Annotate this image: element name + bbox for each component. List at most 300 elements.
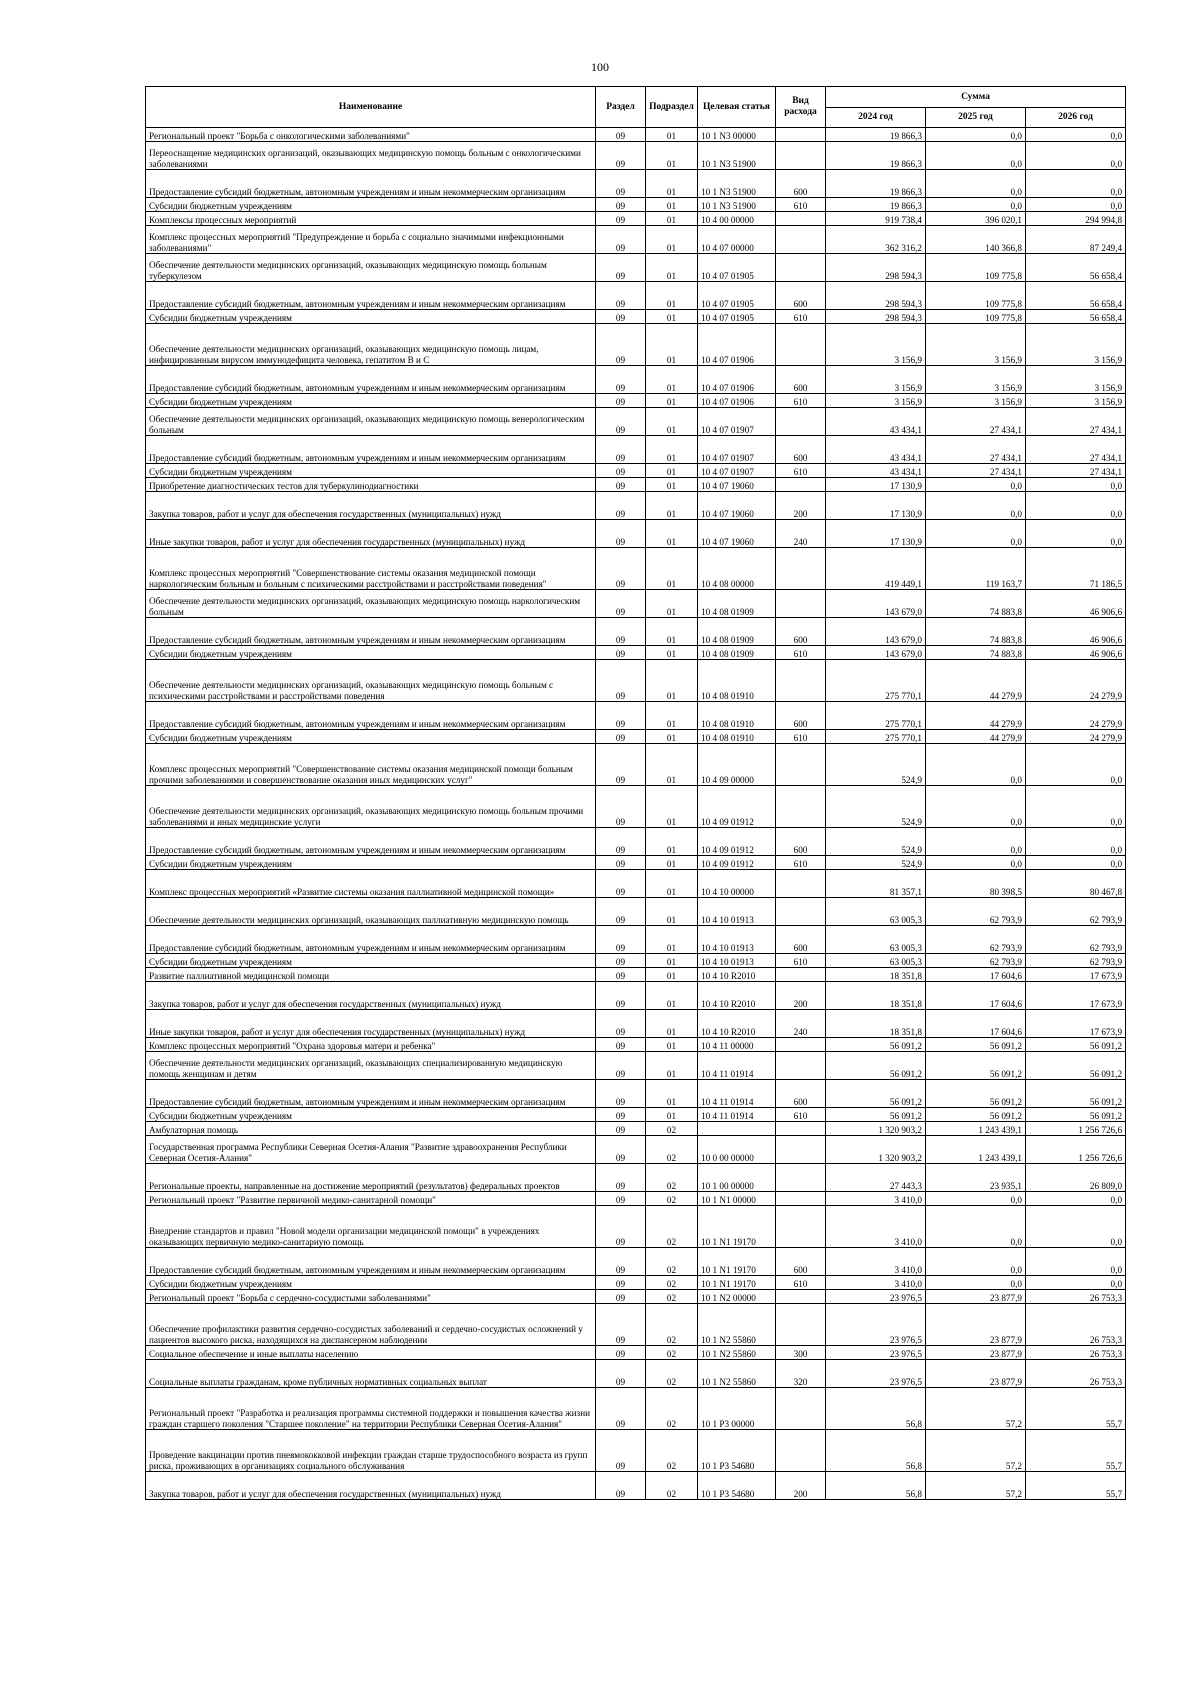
row-name: Обеспечение деятельности медицинских организаций, оказывающих медицинскую помощь лицам, инфицированным вирусом иммунодефицита человека, гепатитом В и С <box>146 324 596 366</box>
row-name: Комплекс процессных мероприятий "Совершенствование системы оказания медицинской помощи больным прочими заболеваниями и совершенствование оказания иных медицинских услуг" <box>146 744 596 786</box>
row-section: 09 <box>596 898 646 926</box>
row-target-article: 10 1 N1 19170 <box>698 1248 776 1276</box>
table-row <box>146 1276 1126 1290</box>
row-expense-type: 610 <box>776 646 826 660</box>
row-subsection: 01 <box>646 702 698 730</box>
row-sum-2026: 56 658,4 <box>1026 254 1126 282</box>
row-expense-type <box>776 548 826 590</box>
row-name: Предоставление субсидий бюджетным, автономным учреждениям и иным некоммерческим организациям <box>146 170 596 198</box>
row-target-article: 10 4 09 01912 <box>698 828 776 856</box>
row-sum-2025: 0,0 <box>926 856 1026 870</box>
row-sum-2025: 80 398,5 <box>926 870 1026 898</box>
row-name: Предоставление субсидий бюджетным, автономным учреждениям и иным некоммерческим организациям <box>146 436 596 464</box>
row-subsection: 01 <box>646 1052 698 1080</box>
row-sum-2026: 17 673,9 <box>1026 968 1126 982</box>
row-subsection: 01 <box>646 870 698 898</box>
row-target-article: 10 4 08 01909 <box>698 590 776 618</box>
row-sum-2025: 0,0 <box>926 1248 1026 1276</box>
row-sum-2024: 143 679,0 <box>826 618 926 646</box>
row-sum-2025: 23 877,9 <box>926 1360 1026 1388</box>
row-sum-2024: 56 091,2 <box>826 1038 926 1052</box>
row-sum-2024: 56 091,2 <box>826 1052 926 1080</box>
row-expense-type: 610 <box>776 394 826 408</box>
row-section: 09 <box>596 478 646 492</box>
row-target-article: 10 1 N2 55860 <box>698 1304 776 1346</box>
row-expense-type <box>776 226 826 254</box>
row-expense-type <box>776 1430 826 1472</box>
table-row <box>146 646 1126 660</box>
table-row <box>146 660 1126 702</box>
row-name: Комплексы процессных мероприятий <box>146 212 596 226</box>
table-row <box>146 898 1126 926</box>
table-row <box>146 1164 1126 1192</box>
row-name: Комплекс процессных мероприятий "Совершенствование системы оказания медицинской помощи наркологическим больным и больным с психическими расстройствами и расстройствами поведения" <box>146 548 596 590</box>
row-subsection: 01 <box>646 590 698 618</box>
row-expense-type: 610 <box>776 1276 826 1290</box>
row-name: Социальное обеспечение и иные выплаты населению <box>146 1346 596 1360</box>
row-subsection: 02 <box>646 1304 698 1346</box>
row-target-article: 10 4 00 00000 <box>698 212 776 226</box>
row-subsection: 01 <box>646 646 698 660</box>
row-subsection: 01 <box>646 954 698 968</box>
row-name: Субсидии бюджетным учреждениям <box>146 856 596 870</box>
row-name: Предоставление субсидий бюджетным, автономным учреждениям и иным некоммерческим организациям <box>146 1080 596 1108</box>
row-name: Государственная программа Республики Северная Осетия-Алания "Развитие здравоохранения Республики Северная Осетия-Алания" <box>146 1136 596 1164</box>
table-row <box>146 1038 1126 1052</box>
row-name: Региональный проект "Разработка и реализация программы системной поддержки и повышения качества жизни граждан старшего поколения "Старшее поколение" на территории Республики Северная Осетия-Алания" <box>146 1388 596 1430</box>
row-subsection: 01 <box>646 478 698 492</box>
row-sum-2026: 1 256 726,6 <box>1026 1122 1126 1136</box>
row-subsection: 01 <box>646 1108 698 1122</box>
row-sum-2026: 24 279,9 <box>1026 660 1126 702</box>
row-sum-2024: 362 316,2 <box>826 226 926 254</box>
row-sum-2024: 298 594,3 <box>826 254 926 282</box>
row-sum-2026: 56 091,2 <box>1026 1108 1126 1122</box>
row-section: 09 <box>596 1122 646 1136</box>
row-sum-2024: 23 976,5 <box>826 1346 926 1360</box>
row-subsection: 01 <box>646 366 698 394</box>
row-section: 09 <box>596 520 646 548</box>
row-sum-2024: 56 091,2 <box>826 1108 926 1122</box>
row-sum-2025: 0,0 <box>926 786 1026 828</box>
row-target-article: 10 4 08 01910 <box>698 730 776 744</box>
row-subsection: 02 <box>646 1276 698 1290</box>
row-sum-2025: 0,0 <box>926 1192 1026 1206</box>
table-row <box>146 968 1126 982</box>
table-row <box>146 282 1126 310</box>
row-section: 09 <box>596 1472 646 1500</box>
row-expense-type <box>776 660 826 702</box>
table-header <box>146 87 1126 128</box>
row-sum-2026: 56 658,4 <box>1026 310 1126 324</box>
row-subsection: 02 <box>646 1136 698 1164</box>
row-sum-2025: 1 243 439,1 <box>926 1122 1026 1136</box>
row-subsection: 01 <box>646 548 698 590</box>
row-section: 09 <box>596 282 646 310</box>
row-target-article: 10 4 10 R2010 <box>698 968 776 982</box>
row-name: Субсидии бюджетным учреждениям <box>146 1276 596 1290</box>
row-target-article: 10 4 10 R2010 <box>698 1010 776 1038</box>
row-sum-2024: 23 976,5 <box>826 1290 926 1304</box>
table-row <box>146 1010 1126 1038</box>
page-number: 100 <box>591 60 609 74</box>
row-name: Предоставление субсидий бюджетным, автономным учреждениям и иным некоммерческим организациям <box>146 702 596 730</box>
row-section: 09 <box>596 954 646 968</box>
table-row <box>146 1206 1126 1248</box>
row-sum-2026: 46 906,6 <box>1026 646 1126 660</box>
row-target-article: 10 0 00 00000 <box>698 1136 776 1164</box>
row-sum-2024: 3 410,0 <box>826 1192 926 1206</box>
row-name: Предоставление субсидий бюджетным, автономным учреждениям и иным некоммерческим организациям <box>146 926 596 954</box>
table-row <box>146 1360 1126 1388</box>
table-row <box>146 856 1126 870</box>
row-name: Региональный проект "Развитие первичной медико-санитарной помощи" <box>146 1192 596 1206</box>
row-subsection: 01 <box>646 212 698 226</box>
row-sum-2026: 0,0 <box>1026 1192 1126 1206</box>
row-sum-2025: 17 604,6 <box>926 1010 1026 1038</box>
row-sum-2025: 56 091,2 <box>926 1080 1026 1108</box>
row-subsection: 01 <box>646 254 698 282</box>
row-name: Иные закупки товаров, работ и услуг для обеспечения государственных (муниципальных) нужд <box>146 1010 596 1038</box>
row-name: Предоставление субсидий бюджетным, автономным учреждениям и иным некоммерческим организациям <box>146 282 596 310</box>
row-sum-2024: 3 156,9 <box>826 366 926 394</box>
row-sum-2025: 62 793,9 <box>926 898 1026 926</box>
row-section: 09 <box>596 730 646 744</box>
table-row <box>146 1472 1126 1500</box>
row-section: 09 <box>596 436 646 464</box>
row-subsection: 01 <box>646 282 698 310</box>
row-sum-2024: 18 351,8 <box>826 968 926 982</box>
row-expense-type: 600 <box>776 436 826 464</box>
row-sum-2025: 56 091,2 <box>926 1038 1026 1052</box>
table-row <box>146 870 1126 898</box>
row-section: 09 <box>596 618 646 646</box>
header-year-2024: 2024 год <box>826 108 926 128</box>
row-name: Субсидии бюджетным учреждениям <box>146 198 596 212</box>
row-name: Комплекс процессных мероприятий «Развитие системы оказания паллиативной медицинской помощи» <box>146 870 596 898</box>
row-expense-type <box>776 744 826 786</box>
row-name: Обеспечение деятельности медицинских организаций, оказывающих медицинскую помощь наркологическим больным <box>146 590 596 618</box>
table-body <box>146 128 1126 1500</box>
row-sum-2026: 26 753,3 <box>1026 1360 1126 1388</box>
row-section: 09 <box>596 142 646 170</box>
table-row <box>146 128 1126 142</box>
row-sum-2025: 0,0 <box>926 492 1026 520</box>
row-name: Субсидии бюджетным учреждениям <box>146 1108 596 1122</box>
row-section: 09 <box>596 198 646 212</box>
row-target-article: 10 4 11 01914 <box>698 1108 776 1122</box>
row-sum-2025: 44 279,9 <box>926 702 1026 730</box>
row-sum-2025: 23 877,9 <box>926 1304 1026 1346</box>
row-sum-2025: 1 243 439,1 <box>926 1136 1026 1164</box>
row-expense-type: 200 <box>776 982 826 1010</box>
row-sum-2024: 63 005,3 <box>826 898 926 926</box>
row-sum-2026: 0,0 <box>1026 744 1126 786</box>
row-name: Закупка товаров, работ и услуг для обеспечения государственных (муниципальных) нужд <box>146 492 596 520</box>
row-sum-2026: 3 156,9 <box>1026 394 1126 408</box>
row-subsection: 01 <box>646 660 698 702</box>
row-subsection: 01 <box>646 520 698 548</box>
row-subsection: 01 <box>646 1010 698 1038</box>
row-sum-2025: 119 163,7 <box>926 548 1026 590</box>
row-name: Обеспечение деятельности медицинских организаций, оказывающих медицинскую помощь больным туберкулезом <box>146 254 596 282</box>
row-sum-2024: 298 594,3 <box>826 310 926 324</box>
row-subsection: 02 <box>646 1346 698 1360</box>
row-section: 09 <box>596 464 646 478</box>
row-section: 09 <box>596 590 646 618</box>
row-sum-2025: 23 935,1 <box>926 1164 1026 1192</box>
row-expense-type <box>776 1164 826 1192</box>
row-sum-2024: 3 410,0 <box>826 1276 926 1290</box>
row-section: 09 <box>596 128 646 142</box>
row-target-article: 10 4 07 01907 <box>698 408 776 436</box>
row-subsection: 01 <box>646 324 698 366</box>
row-section: 09 <box>596 1010 646 1038</box>
row-subsection: 01 <box>646 170 698 198</box>
row-sum-2025: 23 877,9 <box>926 1346 1026 1360</box>
table-row <box>146 198 1126 212</box>
row-subsection: 02 <box>646 1248 698 1276</box>
row-sum-2025: 140 366,8 <box>926 226 1026 254</box>
row-section: 09 <box>596 660 646 702</box>
row-sum-2025: 0,0 <box>926 478 1026 492</box>
row-expense-type: 600 <box>776 170 826 198</box>
row-sum-2026: 0,0 <box>1026 128 1126 142</box>
row-subsection: 01 <box>646 198 698 212</box>
header-expense-type: Вид расхода <box>776 87 826 128</box>
row-subsection: 02 <box>646 1388 698 1430</box>
row-sum-2025: 74 883,8 <box>926 590 1026 618</box>
table-row <box>146 1248 1126 1276</box>
row-sum-2024: 524,9 <box>826 856 926 870</box>
row-sum-2024: 23 976,5 <box>826 1304 926 1346</box>
row-sum-2025: 27 434,1 <box>926 408 1026 436</box>
row-sum-2026: 0,0 <box>1026 478 1126 492</box>
row-sum-2026: 0,0 <box>1026 520 1126 548</box>
row-expense-type: 610 <box>776 310 826 324</box>
row-subsection: 01 <box>646 394 698 408</box>
row-sum-2026: 0,0 <box>1026 198 1126 212</box>
row-expense-type: 610 <box>776 1108 826 1122</box>
row-target-article: 10 1 N3 51900 <box>698 198 776 212</box>
table-row <box>146 394 1126 408</box>
row-expense-type <box>776 1038 826 1052</box>
row-section: 09 <box>596 1206 646 1248</box>
row-expense-type: 600 <box>776 702 826 730</box>
row-target-article: 10 4 08 01909 <box>698 618 776 646</box>
row-name: Субсидии бюджетным учреждениям <box>146 954 596 968</box>
row-sum-2024: 143 679,0 <box>826 646 926 660</box>
table-row <box>146 212 1126 226</box>
row-sum-2026: 80 467,8 <box>1026 870 1126 898</box>
row-target-article: 10 4 07 00000 <box>698 226 776 254</box>
row-subsection: 02 <box>646 1122 698 1136</box>
row-target-article: 10 4 07 01905 <box>698 254 776 282</box>
row-target-article: 10 4 08 00000 <box>698 548 776 590</box>
row-sum-2025: 56 091,2 <box>926 1052 1026 1080</box>
row-target-article: 10 4 07 01906 <box>698 394 776 408</box>
row-target-article: 10 1 N3 00000 <box>698 128 776 142</box>
row-subsection: 01 <box>646 128 698 142</box>
row-section: 09 <box>596 1052 646 1080</box>
row-target-article: 10 4 08 01910 <box>698 702 776 730</box>
row-expense-type <box>776 1136 826 1164</box>
row-expense-type: 300 <box>776 1346 826 1360</box>
row-sum-2024: 17 130,9 <box>826 492 926 520</box>
row-sum-2024: 3 410,0 <box>826 1206 926 1248</box>
row-name: Предоставление субсидий бюджетным, автономным учреждениям и иным некоммерческим организациям <box>146 1248 596 1276</box>
row-sum-2025: 0,0 <box>926 520 1026 548</box>
row-name: Обеспечение профилактики развития сердечно-сосудистых заболеваний и сердечно-сосудистых осложнений у пациентов высокого риска, находящихся на диспансерном наблюдении <box>146 1304 596 1346</box>
table-row <box>146 1080 1126 1108</box>
row-sum-2025: 0,0 <box>926 828 1026 856</box>
row-sum-2026: 71 186,5 <box>1026 548 1126 590</box>
row-name: Региональные проекты, направленные на достижение мероприятий (результатов) федеральных проектов <box>146 1164 596 1192</box>
row-expense-type: 240 <box>776 1010 826 1038</box>
row-sum-2026: 62 793,9 <box>1026 926 1126 954</box>
row-target-article: 10 1 N1 19170 <box>698 1206 776 1248</box>
row-section: 09 <box>596 492 646 520</box>
table-row <box>146 464 1126 478</box>
row-section: 09 <box>596 1430 646 1472</box>
row-expense-type <box>776 1290 826 1304</box>
row-sum-2026: 24 279,9 <box>1026 730 1126 744</box>
row-sum-2024: 524,9 <box>826 744 926 786</box>
row-section: 09 <box>596 828 646 856</box>
row-sum-2024: 43 434,1 <box>826 408 926 436</box>
row-expense-type: 320 <box>776 1360 826 1388</box>
row-subsection: 01 <box>646 1038 698 1052</box>
row-sum-2024: 17 130,9 <box>826 478 926 492</box>
row-sum-2024: 524,9 <box>826 786 926 828</box>
table-row <box>146 1430 1126 1472</box>
row-sum-2025: 74 883,8 <box>926 646 1026 660</box>
row-target-article: 10 1 N1 19170 <box>698 1276 776 1290</box>
row-sum-2024: 27 443,3 <box>826 1164 926 1192</box>
row-sum-2026: 55,7 <box>1026 1430 1126 1472</box>
row-name: Комплекс процессных мероприятий "Охрана здоровья матери и ребенка" <box>146 1038 596 1052</box>
row-expense-type <box>776 1388 826 1430</box>
row-sum-2024: 19 866,3 <box>826 128 926 142</box>
row-sum-2026: 56 658,4 <box>1026 282 1126 310</box>
row-name: Закупка товаров, работ и услуг для обеспечения государственных (муниципальных) нужд <box>146 1472 596 1500</box>
row-subsection: 02 <box>646 1164 698 1192</box>
table-row <box>146 1108 1126 1122</box>
row-name: Обеспечение деятельности медицинских организаций, оказывающих паллиативную медицинскую помощь <box>146 898 596 926</box>
row-subsection: 02 <box>646 1360 698 1388</box>
row-section: 09 <box>596 548 646 590</box>
row-expense-type <box>776 968 826 982</box>
row-sum-2025: 74 883,8 <box>926 618 1026 646</box>
row-subsection: 01 <box>646 856 698 870</box>
table-row <box>146 310 1126 324</box>
row-sum-2025: 0,0 <box>926 170 1026 198</box>
row-sum-2025: 3 156,9 <box>926 366 1026 394</box>
row-section: 09 <box>596 1290 646 1304</box>
row-target-article: 10 4 09 00000 <box>698 744 776 786</box>
row-name: Закупка товаров, работ и услуг для обеспечения государственных (муниципальных) нужд <box>146 982 596 1010</box>
row-name: Субсидии бюджетным учреждениям <box>146 394 596 408</box>
row-target-article: 10 4 08 01910 <box>698 660 776 702</box>
row-sum-2026: 46 906,6 <box>1026 618 1126 646</box>
row-subsection: 02 <box>646 1290 698 1304</box>
row-section: 09 <box>596 926 646 954</box>
row-subsection: 01 <box>646 982 698 1010</box>
row-expense-type <box>776 408 826 436</box>
row-sum-2024: 275 770,1 <box>826 660 926 702</box>
row-name: Субсидии бюджетным учреждениям <box>146 464 596 478</box>
row-name: Переоснащение медицинских организаций, оказывающих медицинскую помощь больным с онкологическими заболеваниями <box>146 142 596 170</box>
row-section: 09 <box>596 968 646 982</box>
row-section: 09 <box>596 744 646 786</box>
row-sum-2026: 55,7 <box>1026 1388 1126 1430</box>
table-row <box>146 1346 1126 1360</box>
row-sum-2026: 26 809,0 <box>1026 1164 1126 1192</box>
row-expense-type: 600 <box>776 618 826 646</box>
row-subsection: 01 <box>646 828 698 856</box>
row-section: 09 <box>596 212 646 226</box>
row-sum-2025: 396 020,1 <box>926 212 1026 226</box>
table-row <box>146 226 1126 254</box>
row-name: Комплекс процессных мероприятий "Предупреждение и борьба с социально значимыми инфекционными заболеваниями" <box>146 226 596 254</box>
row-target-article <box>698 1122 776 1136</box>
row-expense-type <box>776 1122 826 1136</box>
row-sum-2026: 24 279,9 <box>1026 702 1126 730</box>
table-row <box>146 926 1126 954</box>
row-sum-2025: 44 279,9 <box>926 660 1026 702</box>
row-expense-type <box>776 590 826 618</box>
row-sum-2026: 0,0 <box>1026 1206 1126 1248</box>
row-sum-2024: 524,9 <box>826 828 926 856</box>
row-sum-2024: 63 005,3 <box>826 926 926 954</box>
row-sum-2026: 0,0 <box>1026 492 1126 520</box>
table-row <box>146 702 1126 730</box>
row-target-article: 10 4 07 19060 <box>698 520 776 548</box>
row-sum-2026: 26 753,3 <box>1026 1346 1126 1360</box>
row-sum-2024: 275 770,1 <box>826 730 926 744</box>
table-row <box>146 1136 1126 1164</box>
row-expense-type: 200 <box>776 492 826 520</box>
header-subsection: Подраздел <box>646 87 698 128</box>
table-row <box>146 1304 1126 1346</box>
row-target-article: 10 4 07 01907 <box>698 464 776 478</box>
header-sum: Сумма <box>826 87 1126 108</box>
row-name: Субсидии бюджетным учреждениям <box>146 646 596 660</box>
row-expense-type: 610 <box>776 730 826 744</box>
row-expense-type <box>776 128 826 142</box>
row-section: 09 <box>596 366 646 394</box>
row-expense-type <box>776 1206 826 1248</box>
header-section: Раздел <box>596 87 646 128</box>
row-section: 09 <box>596 408 646 436</box>
row-sum-2026: 87 249,4 <box>1026 226 1126 254</box>
row-sum-2025: 62 793,9 <box>926 926 1026 954</box>
table-row <box>146 954 1126 968</box>
row-name: Региональный проект "Борьба с онкологическими заболеваниями" <box>146 128 596 142</box>
row-sum-2025: 109 775,8 <box>926 282 1026 310</box>
row-target-article: 10 4 07 01906 <box>698 324 776 366</box>
row-subsection: 02 <box>646 1430 698 1472</box>
row-expense-type: 610 <box>776 198 826 212</box>
row-section: 09 <box>596 1080 646 1108</box>
row-sum-2024: 63 005,3 <box>826 954 926 968</box>
row-sum-2024: 143 679,0 <box>826 590 926 618</box>
row-sum-2026: 0,0 <box>1026 1276 1126 1290</box>
row-expense-type: 610 <box>776 954 826 968</box>
row-sum-2026: 62 793,9 <box>1026 898 1126 926</box>
row-sum-2024: 56,8 <box>826 1388 926 1430</box>
row-section: 09 <box>596 702 646 730</box>
